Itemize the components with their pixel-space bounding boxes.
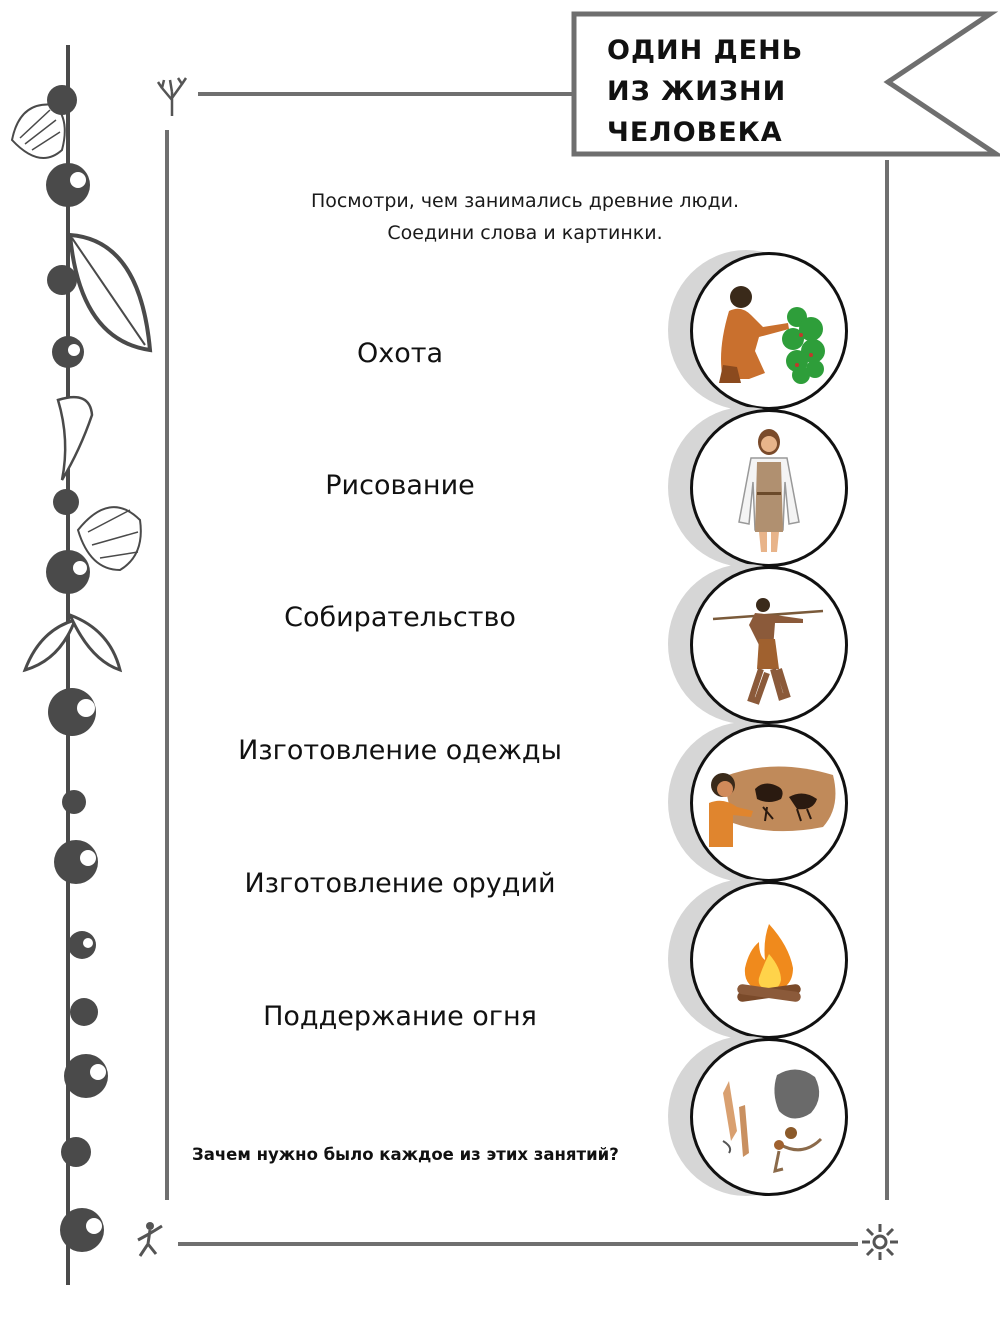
shell-icon [78,507,141,570]
cave-painting-icon [693,727,845,879]
picture-circle-4[interactable] [668,720,868,890]
picture-circle-3[interactable] [668,562,868,732]
frame-top-line [198,92,578,96]
picture-circle-6[interactable] [668,1034,868,1204]
page-title [607,30,867,153]
spear-hunter-icon [693,569,845,721]
frame-left-line [165,130,169,1200]
picture-circle-1[interactable] [668,248,868,418]
activity-label-clothes-making[interactable]: Изготовление одежды [238,735,562,766]
leaf-icon [70,235,150,350]
picture-frame [690,1038,848,1196]
picture-frame [690,881,848,1039]
bead-necklace-decoration [0,40,165,1300]
picture-circle-2[interactable] [668,405,868,575]
picture-circle-5[interactable] [668,877,868,1047]
seed-icon [70,615,120,670]
clothed-person-icon [693,412,845,564]
picture-frame [690,566,848,724]
stone-tools-icon [693,1041,845,1193]
frame-bottom-line [178,1242,858,1246]
title-line-3: ЧЕЛОВЕКА [607,117,783,148]
activity-label-hunting[interactable]: Охота [356,338,444,369]
frame-right-line [885,160,889,1200]
reflection-question: Зачем нужно было каждое из этих занятий? [192,1145,619,1164]
instructions-line-1: Посмотри, чем занимались древние люди. [310,190,740,212]
activity-label-drawing[interactable]: Рисование [325,470,475,501]
picture-frame [690,409,848,567]
activity-label-gathering[interactable]: Собирательство [284,602,516,633]
hunter-figure-icon [128,1218,172,1262]
title-line-2: ИЗ ЖИЗНИ [607,76,787,107]
title-line-1: ОДИН ДЕНЬ [607,35,804,66]
picture-frame [690,724,848,882]
campfire-icon [693,884,845,1036]
activity-label-tool-making[interactable]: Изготовление орудий [244,868,556,899]
tooth-icon [58,397,92,480]
tree-icon [150,74,194,118]
picture-frame [690,252,848,410]
activity-label-fire-keeping[interactable]: Поддержание огня [263,1001,537,1032]
gathering-person-icon [693,255,845,407]
sun-icon [858,1220,902,1264]
instructions-line-2: Соедини слова и картинки. [387,222,663,244]
instructions [200,185,850,249]
